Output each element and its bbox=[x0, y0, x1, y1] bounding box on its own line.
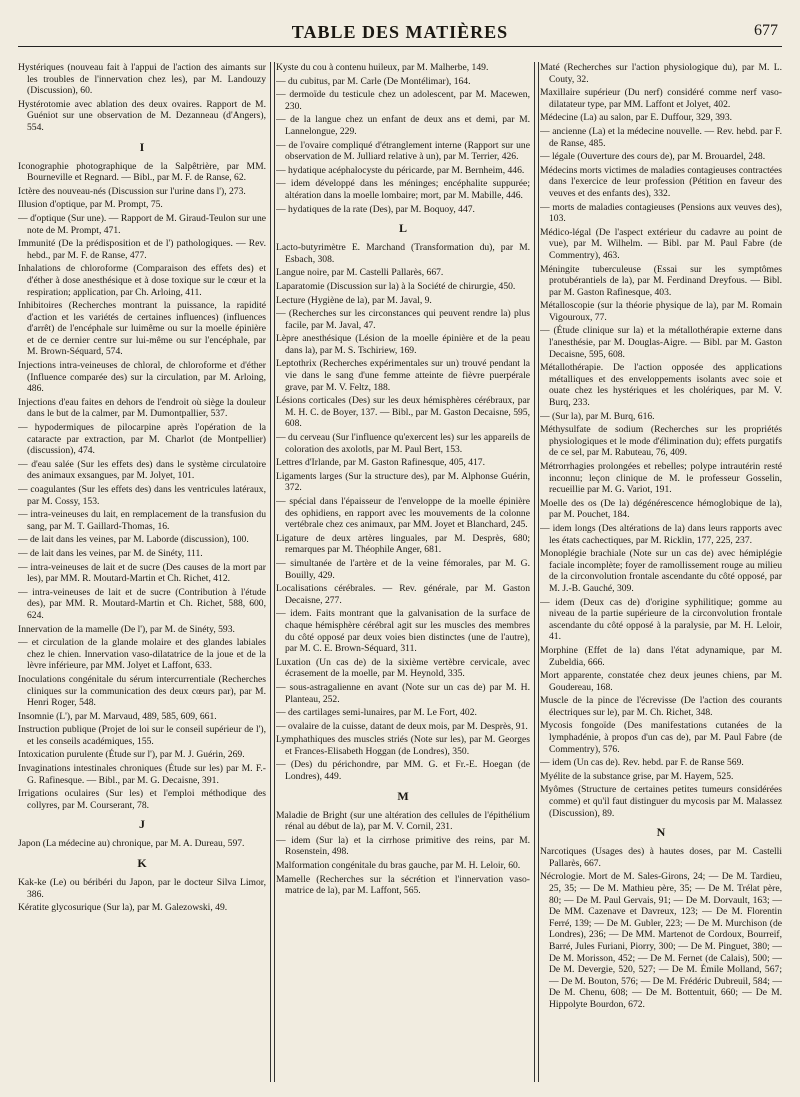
index-entry: — et circulation de la glande molaire et des glandes labiales chez le chien. Innervation vaso-dilatatrice de la joue et de la lèvre inférieure, par MM. Jolyet et Laffont, 633. bbox=[18, 637, 266, 672]
index-entry: — morts de maladies contagieuses (Pensions aux veuves des), 103. bbox=[540, 201, 782, 225]
index-entry: — simultanée de l'artère et de la veine fémorales, par M. G. Bouilly, 429. bbox=[276, 557, 530, 581]
index-entry: Nécrologie. Mort de M. Sales-Girons, 24; — De M. Tardieu, 25, 35; — De M. Mathieu père, 35; — De M. Trélat père, 80; — De M. Paul Gervais, 91; — De M. Dorvault, 163; — De MM. Cazenave et Davreux, 123; — De M. Florentin Ferré, 139; — De M. Gubler, 223; — De M. Murchison (de Londres), 236; — De MM. Martenot de Cordoux, Bourreif, Barré, Jules Furiani, Piorry, 300; — De M. Pinguet, 380; — De M. Morisson, 452; — De M. Fernet (de Calais), 500; — De M. Devergie, 520, 527; — De M. Émile Molland, 567; — De M. Bouton, 576; — De M. Frédéric Dubreuil, 584; — De M. Chenu, 608; — De M. Bottentuit, 660; — De M. Hippolyte Bourdon, 672. bbox=[540, 871, 782, 1010]
index-entry: — idem. Faits montrant que la galvanisation de la surface de chaque hémisphère cérébral agit sur les muscles des membres du côté opposé par deux voies bien distinctes (une de l'autre), par M. C. E. Brown-Séquard, 311. bbox=[276, 608, 530, 655]
index-entry: Métrorrhagies prolongées et rebelles; polype intrautérin resté inconnu; leçon clinique de M. le professeur Gosselin, recueillie par M. G. Variot, 191. bbox=[540, 461, 782, 496]
index-entry: Inhibitoires (Recherches montrant la puissance, la rapidité d'action et les variétés de certaines influences) (influences d'arrêt) de l'encéphale sur luimême ou sur la moelle épinière et de ce dernier centre sur lui-même ou sur l'encéphale, par M. Brown-Séquard, 574. bbox=[18, 300, 266, 358]
index-entry: — idem (Un cas de). Rev. hebd. par F. de Ranse 569. bbox=[540, 757, 744, 769]
index-entry: Hystériques (nouveau fait à l'appui de l'action des aimants sur les troubles de l'innervation chez les), par M. Landouzy (Discussion), 60. bbox=[18, 62, 266, 97]
page-title: TABLE DES MATIÈRES bbox=[291, 22, 509, 42]
index-entry: Lacto-butyrimètre E. Marchand (Transformation du), par M. Esbach, 308. bbox=[276, 242, 530, 265]
index-entry: — d'optique (Sur une). — Rapport de M. Giraud-Teulon sur une note de M. Prompt, 471. bbox=[18, 212, 266, 236]
column-left bbox=[18, 62, 266, 1082]
column-middle bbox=[276, 62, 530, 1082]
index-entry: Intoxication purulente (Étude sur l'), par M. J. Guérin, 269. bbox=[18, 749, 245, 761]
section-letter: K bbox=[137, 856, 147, 871]
index-entry: Mamelle (Recherches sur la sécrétion et l'innervation vaso-matrice de la), par M. Laffont, 565. bbox=[276, 873, 530, 897]
index-entry: — sous-astragalienne en avant (Note sur un cas de) par M. H. Planteau, 252. bbox=[276, 681, 530, 705]
index-entry: Inoculations congénitale du sérum intercurrentiale (Recherches cliniques sur la communication des deux cœurs par), par M. Henri Roger, 548. bbox=[18, 673, 266, 709]
index-entry: Lèpre anesthésique (Lésion de la moelle épinière et de la peau dans la), par M. S. Tschiriew, 169. bbox=[276, 333, 530, 356]
index-entry: Instruction publique (Projet de loi sur le conseil supérieur de l'), et les conseils académiques, 155. bbox=[18, 724, 266, 747]
index-entry: Ligature de deux artères linguales, par M. Desprès, 680; remarques par M. Théophile Anger, 681. bbox=[276, 532, 530, 556]
page-header bbox=[18, 22, 782, 47]
index-entry: Médico-légal (De l'aspect extérieur du cadavre au point de vue), par M. Wilhelm. — Bibl. par M. Paul Fabre (de Commentry), 463. bbox=[540, 226, 782, 261]
index-entry: — idem (Sur la) et la cirrhose primitive des reins, par M. Rosenstein, 498. bbox=[276, 834, 530, 858]
index-entry: Japon (La médecine au) chronique, par M. A. Dureau, 597. bbox=[18, 838, 245, 850]
index-entry: Irrigations oculaires (Sur les) et l'emploi méthodique des collyres, par M. Courserant, 78. bbox=[18, 788, 266, 811]
index-entry: — (Des) du périchondre, par MM. G. et Fr.-E. Hoegan (de Londres), 449. bbox=[276, 759, 530, 783]
index-entry: — du cerveau (Sur l'influence qu'exercent les) sur les appareils de coloration des axolotls, par M. Paul Bert, 153. bbox=[276, 432, 530, 455]
index-entry: Laparatomie (Discussion sur la) à la Société de chirurgie, 450. bbox=[276, 280, 516, 292]
index-entry: — de la langue chez un enfant de deux ans et demi, par M. Lannelongue, 229. bbox=[276, 114, 530, 137]
index-entry: Myélite de la substance grise, par M. Hayem, 525. bbox=[540, 770, 734, 782]
index-entry: Ligaments larges (Sur la structure des), par M. Alphonse Guérin, 372. bbox=[276, 470, 530, 494]
section-letter: M bbox=[397, 788, 409, 803]
index-entry: Leptothrix (Recherches expérimentales sur un) trouvé pendant la vie dans le sang d'une femme atteinte de fièvre puerpérale grave, par M. V. Feltz, 188. bbox=[276, 358, 530, 393]
index-entry: — idem (Deux cas de) d'origine syphilitique; gomme au niveau de la partie supérieure de la circonvolution frontale ascendante du côté opposé à la paralysie, par M. H. Leloir, 41. bbox=[540, 596, 782, 643]
index-entry: — de l'ovaire compliqué d'étranglement interne (Rapport sur une observation de M. Julliard relative à un), par M. Terrier, 426. bbox=[276, 139, 530, 163]
index-entry: Langue noire, par M. Castelli Pallarès, 667. bbox=[276, 267, 444, 279]
page-number: 677 bbox=[754, 22, 778, 39]
index-entry: — intra-veineuses de lait et de sucre (Des causes de la mort par les), par MM. R. Moutard-Martin et Ch. Richet, 412. bbox=[18, 561, 266, 585]
index-entry: — intra-veineuses de lait et de sucre (Contribution à l'étude des), par MM. R. Moutard-Martin et Ch. Richet, 588, 600, 624. bbox=[18, 586, 266, 621]
index-entry: — dermoïde du testicule chez un adolescent, par M. Macewen, 230. bbox=[276, 89, 530, 112]
index-entry: Kyste du cou à contenu huileux, par M. Malherbe, 149. bbox=[276, 62, 489, 73]
index-entry: — ancienne (La) et la médecine nouvelle. — Rev. hebd. par F. de Ranse, 485. bbox=[540, 125, 782, 149]
index-entry: Myômes (Structure de certaines petites tumeurs considérées comme) et qu'il faut distinguer du mycosis par M. Malassez (Discussion), 89. bbox=[540, 784, 782, 819]
index-entry: Lésions corticales (Des) sur les deux hémisphères cérébraux, par M. H. C. de Boyer, 137. — Bibl., par M. Gaston Decaisne, 595, 608. bbox=[276, 395, 530, 430]
index-entry: — idem longs (Des altérations de la) dans leurs rapports avec les états cachectiques, par M. Ricklin, 177, 225, 237. bbox=[540, 522, 782, 546]
index-entry: Invaginations intestinales chroniques (Étude sur les) par M. F.-G. Rafinesque. — Bibl., par M. G. Decaisne, 391. bbox=[18, 763, 266, 786]
section-letter: I bbox=[139, 139, 145, 154]
index-entry: Maxillaire supérieur (Du nerf) considéré comme nerf vaso-dilatateur type, par MM. Laffont et Jolyet, 402. bbox=[540, 87, 782, 110]
index-entry: Immunité (De la prédisposition et de l') pathologiques. — Rev. hebd., par M. F. de Ranse, 477. bbox=[18, 238, 266, 261]
section-letter: L bbox=[398, 221, 407, 236]
index-entry: — hydatiques de la rate (Des), par M. Boquoy, 447. bbox=[276, 203, 475, 215]
index-entry: Illusion d'optique, par M. Prompt, 75. bbox=[18, 199, 163, 211]
index-entry: Localisations cérébrales. — Rev. générale, par M. Gaston Decaisne, 277. bbox=[276, 583, 530, 606]
index-entry: — idem développé dans les méninges; encéphalite suppurée; altération dans la moelle lombaire; mort, par M. Mabille, 446. bbox=[276, 178, 530, 201]
index-entry: Injections intra-veineuses de chloral, de chloroforme et d'éther (Influence comparée des) sur la circulation, par M. Arloing, 486. bbox=[18, 360, 266, 395]
index-entry: Kératite glycosurique (Sur la), par M. Galezowski, 49. bbox=[18, 902, 228, 914]
index-entry: Maladie de Bright (sur une altération des cellules de l'épithélium rénal au début de la), par M. V. Cornil, 231. bbox=[276, 809, 530, 833]
index-entry: Luxation (Un cas de) de la sixième vertèbre cervicale, avec écrasement de la moelle, par M. Heynold, 335. bbox=[276, 656, 530, 680]
column-divider bbox=[534, 62, 539, 1082]
section-letter: N bbox=[656, 825, 666, 840]
index-entry: — hypodermiques de pilocarpine après l'opération de la cataracte par extraction, par M. Charlot (de Montpellier) (discussion), 474. bbox=[18, 422, 266, 457]
index-entry: Méningite tuberculeuse (Essai sur les symptômes protubérantiels de la), par M. Ferdinand Dreyfous. — Bibl. par M. Gaston Rafinesque, 403. bbox=[540, 263, 782, 298]
index-entry: Hystérotomie avec ablation des deux ovaires. Rapport de M. Guéniot sur une observation de M. Dezanneau (d'Angers), 554. bbox=[18, 98, 266, 133]
index-entry: Morphine (Effet de la) dans l'état adynamique, par M. Zubeldia, 666. bbox=[540, 644, 782, 668]
index-entry: — d'eau salée (Sur les effets des) dans le système circulatoire des animaux exsangues, par M. Jolyet, 101. bbox=[18, 458, 266, 482]
index-entry: — (Sur la), par M. Burq, 616. bbox=[540, 410, 655, 422]
index-entry: — légale (Ouverture des cours de), par M. Brouardel, 248. bbox=[540, 151, 766, 163]
index-entry: Inhalations de chloroforme (Comparaison des effets des) et d'éther à dose anesthésique et à dose toxique sur le cœur et la respiration; application, par Ch. Arloing, 411. bbox=[18, 263, 266, 298]
index-entry: Insomnie (L'), par M. Marvaud, 489, 585, 609, 661. bbox=[18, 710, 217, 722]
index-entry: Métallothérapie. De l'action opposée des applications métalliques et des enveloppements isolants avec soie et ouate chez les hystériques et les cholériques, par M. V. Burq, 233. bbox=[540, 362, 782, 409]
index-entry: Innervation de la mamelle (De l'), par M. de Sinéty, 593. bbox=[18, 623, 235, 635]
index-entry: Iconographie photographique de la Salpêtrière, par MM. Bourneville et Regnard. — Bibl., par M. F. de Ranse, 62. bbox=[18, 160, 266, 184]
index-entry: Mort apparente, constatée chez deux jeunes chiens, par M. Goudereau, 168. bbox=[540, 670, 782, 693]
index-entry: — ovalaire de la cuisse, datant de deux mois, par M. Desprès, 91. bbox=[276, 720, 528, 732]
index-entry: Muscle de la pince de l'écrevisse (De l'action des courants électriques sur le), par M. Ch. Richet, 348. bbox=[540, 695, 782, 718]
index-entry: — des cartilages semi-lunaires, par M. Le Fort, 402. bbox=[276, 707, 477, 719]
index-entry: Moelle des os (De la) dégénérescence hémoglobique de la), par M. Pouchet, 184. bbox=[540, 497, 782, 521]
index-entry: Lettres d'Irlande, par M. Gaston Rafinesque, 405, 417. bbox=[276, 457, 486, 469]
index-columns bbox=[18, 62, 782, 1082]
index-entry: Monoplégie brachiale (Note sur un cas de) avec hémiplégie faciale incomplète; foyer de ramollissement rouge au milieu de la circonvolution frontale ascendante du côté opposé, par M. J.-B. Gauché, 309. bbox=[540, 548, 782, 594]
index-entry: Narcotiques (Usages des) à hautes doses, par M. Castelli Pallarès, 667. bbox=[540, 846, 782, 869]
index-entry: Ictère des nouveau-nés (Discussion sur l'urine dans l'), 273. bbox=[18, 185, 246, 197]
index-entry: — coagulantes (Sur les effets des) dans les ventricules latéraux, par M. Cossy, 153. bbox=[18, 484, 266, 507]
index-entry: Méthysulfate de sodium (Recherches sur les propriétés physiologiques et le mode d'élimination du); effets purgatifs de ce sel, par M. Rabuteau, 76, 409. bbox=[540, 424, 782, 459]
index-entry: Médecins morts victimes de maladies contagieuses contractées dans l'exercice de leur profession (Pétition en faveur des veuves et des enfants des), 332. bbox=[540, 164, 782, 199]
index-entry: — intra-veineuses du lait, en remplacement de la transfusion du sang, par M. T. Gaillard-Thomas, 16. bbox=[18, 509, 266, 532]
column-right bbox=[540, 62, 782, 1082]
index-entry: Mycosis fongoïde (Des manifestations cutanées de la lymphadénie, à propos d'un cas de), par M. Paul Fabre (de Commentry), 576. bbox=[540, 720, 782, 755]
index-entry: Malformation congénitale du bras gauche, par M. H. Leloir, 60. bbox=[276, 860, 521, 872]
index-entry: Médecine (La) au salon, par E. Duffour, 329, 393. bbox=[540, 112, 733, 124]
column-divider bbox=[270, 62, 275, 1082]
index-entry: — hydatique acéphalocyste du péricarde, par M. Bernheim, 446. bbox=[276, 164, 525, 176]
index-entry: Kak-ke (Le) ou béribéri du Japon, par le docteur Silva Limor, 386. bbox=[18, 877, 266, 900]
index-entry: — (Étude clinique sur la) et la métallothérapie externe dans l'anesthésie, par M. Douglas-Aigre. — Bibl. par M. Gaston Decaisne, 595, 608. bbox=[540, 325, 782, 360]
index-entry: Maté (Recherches sur l'action physiologique du), par M. L. Couty, 32. bbox=[540, 62, 782, 85]
section-letter: J bbox=[139, 817, 145, 832]
index-entry: Métalloscopie (sur la théorie physique de la), par M. Romain Vigouroux, 77. bbox=[540, 300, 782, 323]
index-entry: — (Recherches sur les circonstances qui peuvent rendre la) plus facile, par M. Javal, 47. bbox=[276, 308, 530, 331]
index-entry: Lymphathiques des muscles striés (Note sur les), par M. Georges et Frances-Elisabeth Hoggan (de Londres), 350. bbox=[276, 734, 530, 757]
index-entry: Injections d'eau faites en dehors de l'endroit où siège la douleur dans le but de la calmer, par M. Dumontpallier, 537. bbox=[18, 396, 266, 420]
index-entry: — spécial dans l'épaisseur de l'enveloppe de la moelle épinière des ophidiens, en rapport avec les mouvements de la colonne vertébrale chez ces animaux, par MM. Joyet et Blanchard, 245. bbox=[276, 496, 530, 531]
index-entry: Lecture (Hygiène de la), par M. Javal, 9. bbox=[276, 294, 432, 306]
index-entry: — de lait dans les veines, par M. de Sinéty, 111. bbox=[18, 547, 203, 559]
index-entry: — de lait dans les veines, par M. Laborde (discussion), 100. bbox=[18, 534, 249, 546]
index-entry: — du cubitus, par M. Carle (De Montélimar), 164. bbox=[276, 75, 471, 87]
